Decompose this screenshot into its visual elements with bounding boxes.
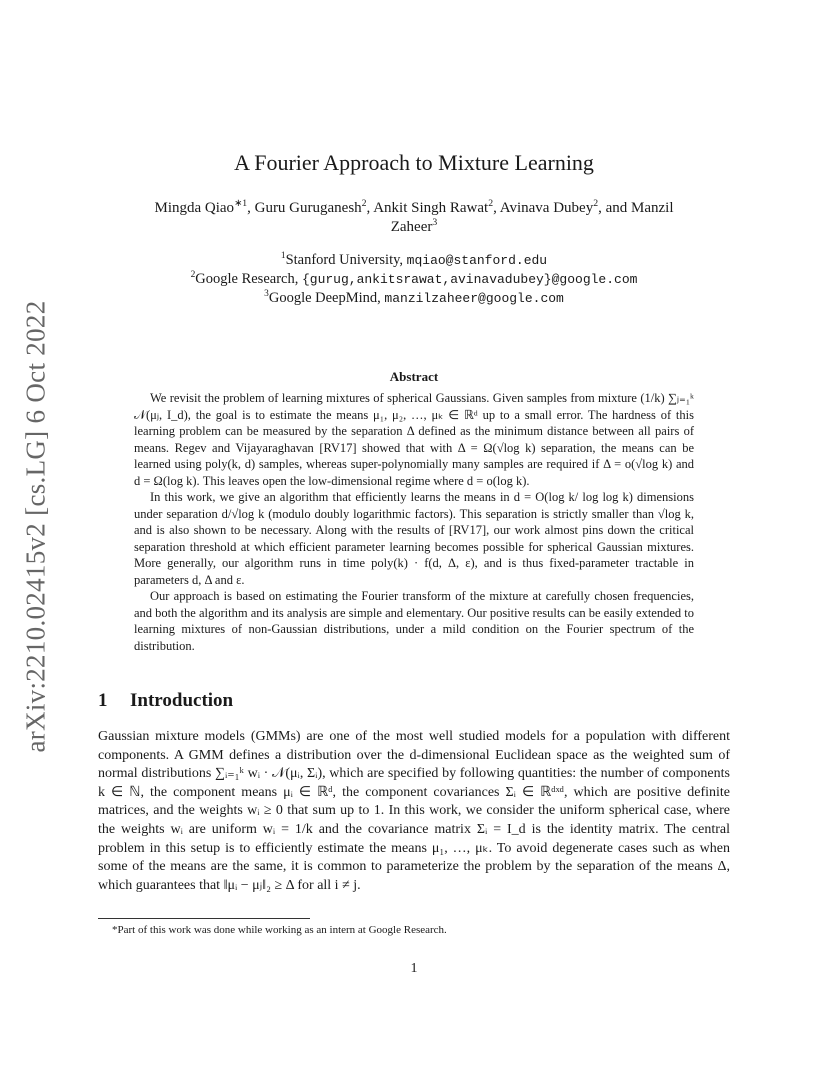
section-title: Introduction [130, 690, 234, 711]
abstract-paragraph: We revisit the problem of learning mixtures of spherical Gaussians. Given samples from mixture (1/k) ∑ⱼ₌₁ᵏ 𝒩(μⱼ, I_d), the goal is to estimate the means μ₁, μ₂, …, μₖ ∈ ℝᵈ up to a small error. The hardness of this learning problem can be measured by the separation Δ defined as the minimum distance between all pairs of means. Regev and Vijayaraghavan [RV17] showed that with Δ = Ω(√log k) separation, the means can be learned using poly(k, d) samples, whereas super-polynomially many samples are required if Δ = o(√log k) and d = Ω(log k). This leaves open the low-dimensional regime where d = o(log k). [134, 391, 694, 488]
email-link[interactable]: manzilzaheer@google.com [384, 291, 564, 306]
abstract-paragraph: Our approach is based on estimating the Fourier transform of the mixture at carefully chosen frequencies, and both the algorithm and its analysis are simple and elementary. Our positive results can be easily extended to learning mixtures of non-Gaussian distributions, under a mild condition on the Fourier spectrum of the distribution. [134, 589, 694, 653]
section-heading [98, 690, 233, 712]
footnote: *Part of this work was done while working as an intern at Google Research. [112, 924, 447, 936]
footnote-rule [98, 918, 310, 919]
abstract-heading: Abstract [389, 369, 439, 384]
section-number: 1 [98, 690, 108, 711]
affiliation-list [0, 251, 828, 308]
page-number: 1 [410, 961, 418, 976]
email-link[interactable]: {gurug,ankitsrawat,avinavadubey}@google.com [301, 272, 638, 287]
abstract-paragraph: In this work, we give an algorithm that efficiently learns the means in d = O(log k/ log log k) dimensions under separation d/√log k (modulo doubly logarithmic factors). This separation is strictly smaller than √log k, and is also shown to be necessary. Along with the results of [RV17], our work almost pins down the critical separation threshold at which efficient parameter learning becomes possible for spherical Gaussian mixtures. More generally, our algorithm runs in time poly(k) · f(d, Δ, ε), and is thus fixed-parameter tractable in parameters d, Δ and ε. [134, 490, 694, 587]
affiliation: $^3$Google DeepMind, manzilzaheer@google.com [264, 289, 564, 306]
email-link[interactable]: mqiao@stanford.edu [406, 253, 548, 268]
arxiv-side-identifier: arXiv:2210.02415v2 [cs.LG] 6 Oct 2022 [20, 299, 51, 753]
affiliation: $^1$Stanford University, mqiao@stanford.edu [280, 251, 548, 268]
paper-title: A Fourier Approach to Mixture Learning [234, 150, 594, 175]
introduction-paragraph: Gaussian mixture models (GMMs) are one of the most well studied models for a population with different components. A GMM defines a distribution over the d-dimensional Euclidean space as the weighted sum of normal distributions ∑ᵢ₌₁ᵏ wᵢ · 𝒩(μᵢ, Σᵢ), which are specified by following quantities: the number of components k ∈ ℕ, the component means μᵢ ∈ ℝᵈ, the component covariances Σᵢ ∈ ℝᵈˣᵈ, which are positive definite matrices, and the weights wᵢ ≥ 0 that sum up to 1. In this work, we consider the uniform spherical case, where the weights wᵢ are uniform wᵢ = 1/k and the covariance matrix Σᵢ = I_d is the identity matrix. The central problem in this setup is to efficiently estimate the means μ₁, …, μₖ. To avoid degenerate cases such as when some of the means are the same, it is common to parameterize the problem by the separation of the means Δ, which guarantees that ‖μᵢ − μⱼ‖₂ ≥ Δ for all i ≠ j. [98, 729, 730, 893]
author-list: Mingda Qiao$^{∗1}$, Guru Guruganesh$^2$, Ankit Singh Rawat$^2$, Avinava Dubey$^2$, and Manzil Zaheer$^3$ [154, 198, 674, 235]
affiliation: $^2$Google Research, {gurug,ankitsrawat,avinavadubey}@google.com [190, 270, 638, 287]
abstract-body [134, 390, 694, 654]
